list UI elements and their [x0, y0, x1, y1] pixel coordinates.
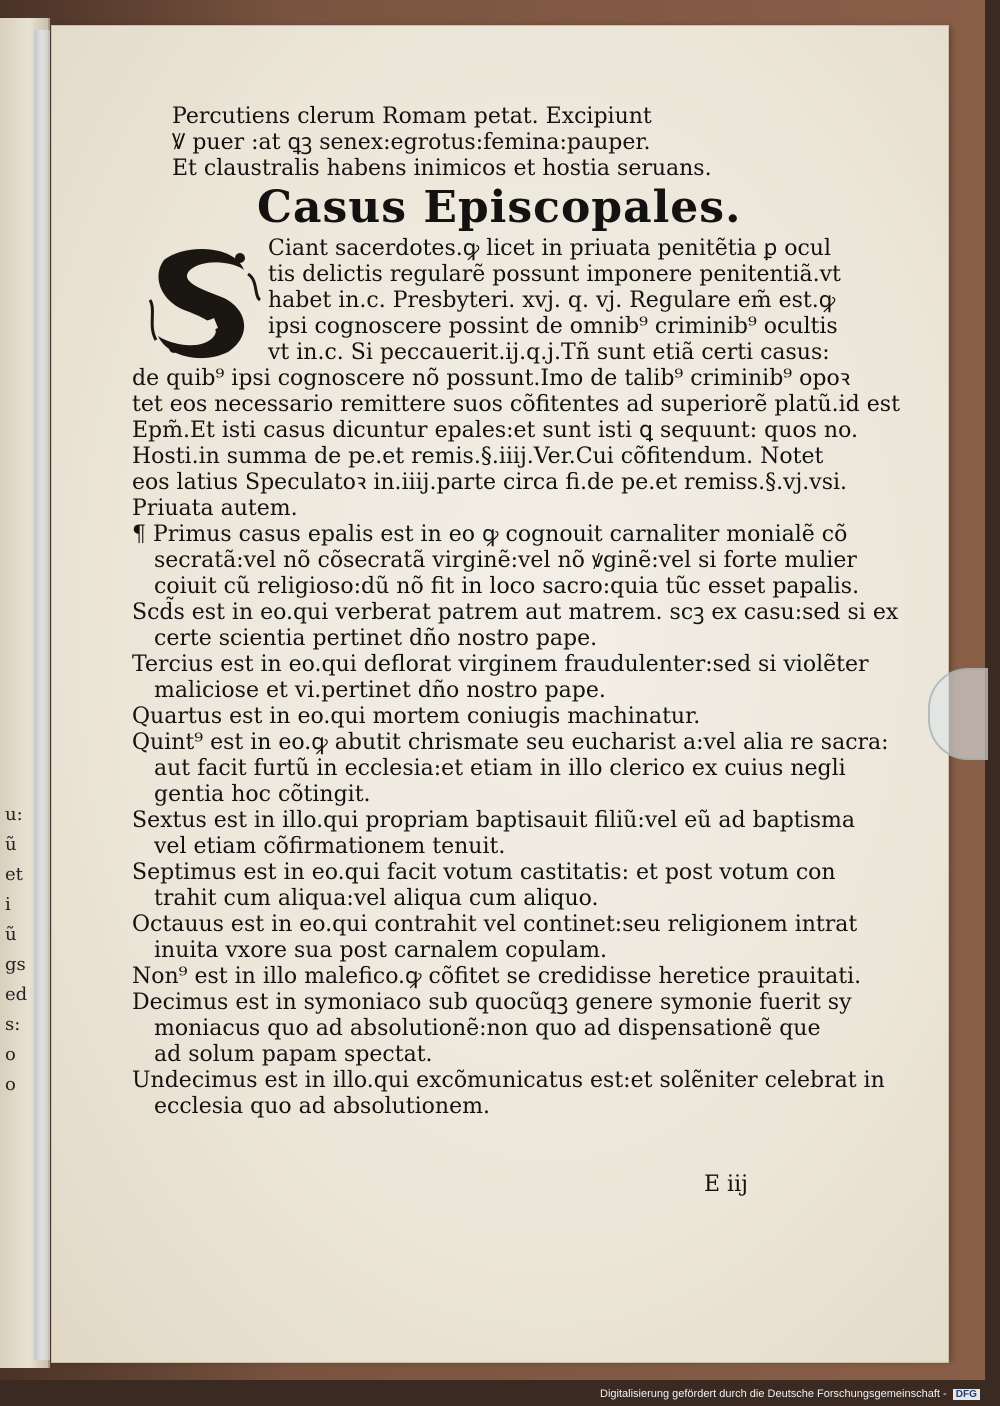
text-line: Septimus est in eo.qui facit votum castitatis: et post votum con [132, 860, 836, 885]
margin-fragment: ũ [5, 834, 17, 855]
case-entry [132, 730, 889, 808]
case-entry [132, 860, 836, 912]
text-line: ipsi cognoscere possint de omnib⁹ criminib⁹ ocultis [268, 314, 838, 339]
case-entry [132, 990, 852, 1068]
dfg-logo-icon: DFG [953, 1389, 980, 1400]
case-entry [132, 522, 860, 600]
text-line: coiuit cũ religioso:dũ nõ fit in loco sacro:quia tũc esset papalis. [154, 574, 860, 599]
text-line: Priuata autem. [132, 496, 298, 521]
margin-fragment: u: [5, 804, 23, 825]
margin-fragment: ũ [5, 924, 17, 945]
case-entry [132, 808, 856, 860]
text-line: Quartus est in eo.qui mortem coniugis machinatur. [132, 704, 701, 729]
margin-fragment: o [5, 1074, 16, 1095]
section-heading: Casus Episcopales. [257, 182, 742, 233]
margin-bleed-text [5, 800, 41, 1100]
text-line: moniacus quo ad absolutionẽ:non quo ad dispensationẽ que [154, 1016, 821, 1041]
text-line: ¶ Primus casus epalis est in eo ꝙ cognouit carnaliter monialẽ cõ [132, 522, 848, 547]
text-line: ad solum papam spectat. [154, 1042, 433, 1067]
margin-fragment: ed [5, 984, 28, 1005]
case-entry [132, 912, 858, 964]
text-line: trahit cum aliqua:vel aliqua cum aliquo. [154, 886, 599, 911]
text-line: Epm̃.Et isti casus dicuntur epales:et sunt isti ꝗ sequunt: quos no. [132, 418, 858, 443]
text-line: Non⁹ est in illo malefico.ꝙ cõfitet se credidisse heretice prauitati. [132, 964, 862, 989]
text-line: Undecimus est in illo.qui excõmunicatus est:et solẽniter celebrat in [132, 1068, 885, 1093]
text-line: de quib⁹ ipsi cognoscere nõ possunt.Imo de talib⁹ criminib⁹ opoꝛ [132, 366, 851, 391]
page-gutter [34, 30, 50, 1360]
case-entry [132, 600, 899, 652]
text-line: maliciose et vi.pertinet dño nostro pape. [154, 678, 606, 703]
text-line: aut facit furtũ in ecclesia:et etiam in illo clerico ex cuius negli [154, 756, 846, 781]
text-line: ecclesia quo ad absolutionem. [154, 1094, 490, 1119]
text-line: tis delictis regularẽ possunt imponere penitentiã.vt [268, 262, 841, 287]
text-line: inuita vxore sua post carnalem copulam. [154, 938, 607, 963]
text-line: vt in.c. Si peccauerit.ij.q.j.Tñ sunt etiã certi casus: [268, 340, 830, 365]
folio-signature: E iij [704, 1172, 748, 1197]
verse-line: Percutiens clerum Romam petat. Excipiunt [172, 104, 652, 129]
text-line: certe scientia pertinet dño nostro pape. [154, 626, 598, 651]
verse-line: Ꝟ puer :at ꝗꝫ senex:egrotus:femina:pauper. [172, 130, 651, 155]
footer-credit [600, 1388, 980, 1400]
text-line: Decimus est in symoniaco sub quocũqꝫ genere symonie fuerit sy [132, 990, 852, 1015]
text-line: Ciant sacerdotes.ꝙ licet in priuata penitẽtia ꝑ ocul [268, 236, 832, 261]
footer-text: Digitalisierung gefördert durch die Deutsche Forschungsgemeinschaft - [600, 1388, 947, 1400]
margin-fragment: s: [5, 1014, 21, 1035]
case-entry [132, 964, 862, 990]
ornate-initial-s-icon [144, 240, 262, 364]
text-line: secratã:vel nõ cõsecratã virginẽ:vel nõ ꝟginẽ:vel si forte mulier [154, 548, 857, 573]
margin-fragment: et [5, 864, 23, 885]
book-clip [928, 668, 988, 760]
text-line: habet in.c. Presbyteri. xvj. q. vj. Regulare em̃ est.ꝙ [268, 288, 836, 313]
text-line: gentia hoc cõtingit. [154, 782, 371, 807]
intro-paragraph [132, 236, 900, 522]
case-entry [132, 1068, 885, 1120]
margin-fragment: i [5, 894, 11, 915]
text-line: eos latius Speculatoꝛ in.iiij.parte circa fi.de pe.et remiss.§.vj.vsi. [132, 470, 848, 495]
case-list [132, 522, 899, 1120]
text-line: Quint⁹ est in eo.ꝙ abutit chrismate seu eucharist a:vel alia re sacra: [132, 730, 889, 755]
text-line: vel etiam cõfirmationem tenuit. [154, 834, 506, 859]
text-line: Sextus est in illo.qui propriam baptisauit filiũ:vel eũ ad baptisma [132, 808, 856, 833]
page-text [132, 104, 900, 1120]
margin-fragment: o [5, 1044, 16, 1065]
case-entry [132, 704, 812, 730]
text-line: Scd̃s est in eo.qui verberat patrem aut matrem. scꝫ ex casu:sed si ex [132, 600, 899, 625]
text-line: Octauus est in eo.qui contrahit vel continet:seu religionem intrat [132, 912, 858, 937]
verse-line: Et claustralis habens inimicos et hostia seruans. [172, 156, 712, 181]
case-entry [132, 652, 869, 704]
margin-fragment: gs [5, 954, 26, 975]
text-line: tet eos necessario remittere suos cõfitentes ad superiorẽ platũ.id est [132, 392, 900, 417]
text-line: Hosti.in summa de pe.et remis.§.iiij.Ver.Cui cõfitendum. Notet [132, 444, 824, 469]
text-line: Tercius est in eo.qui deflorat virginem fraudulenter:sed si violẽter [132, 652, 869, 677]
